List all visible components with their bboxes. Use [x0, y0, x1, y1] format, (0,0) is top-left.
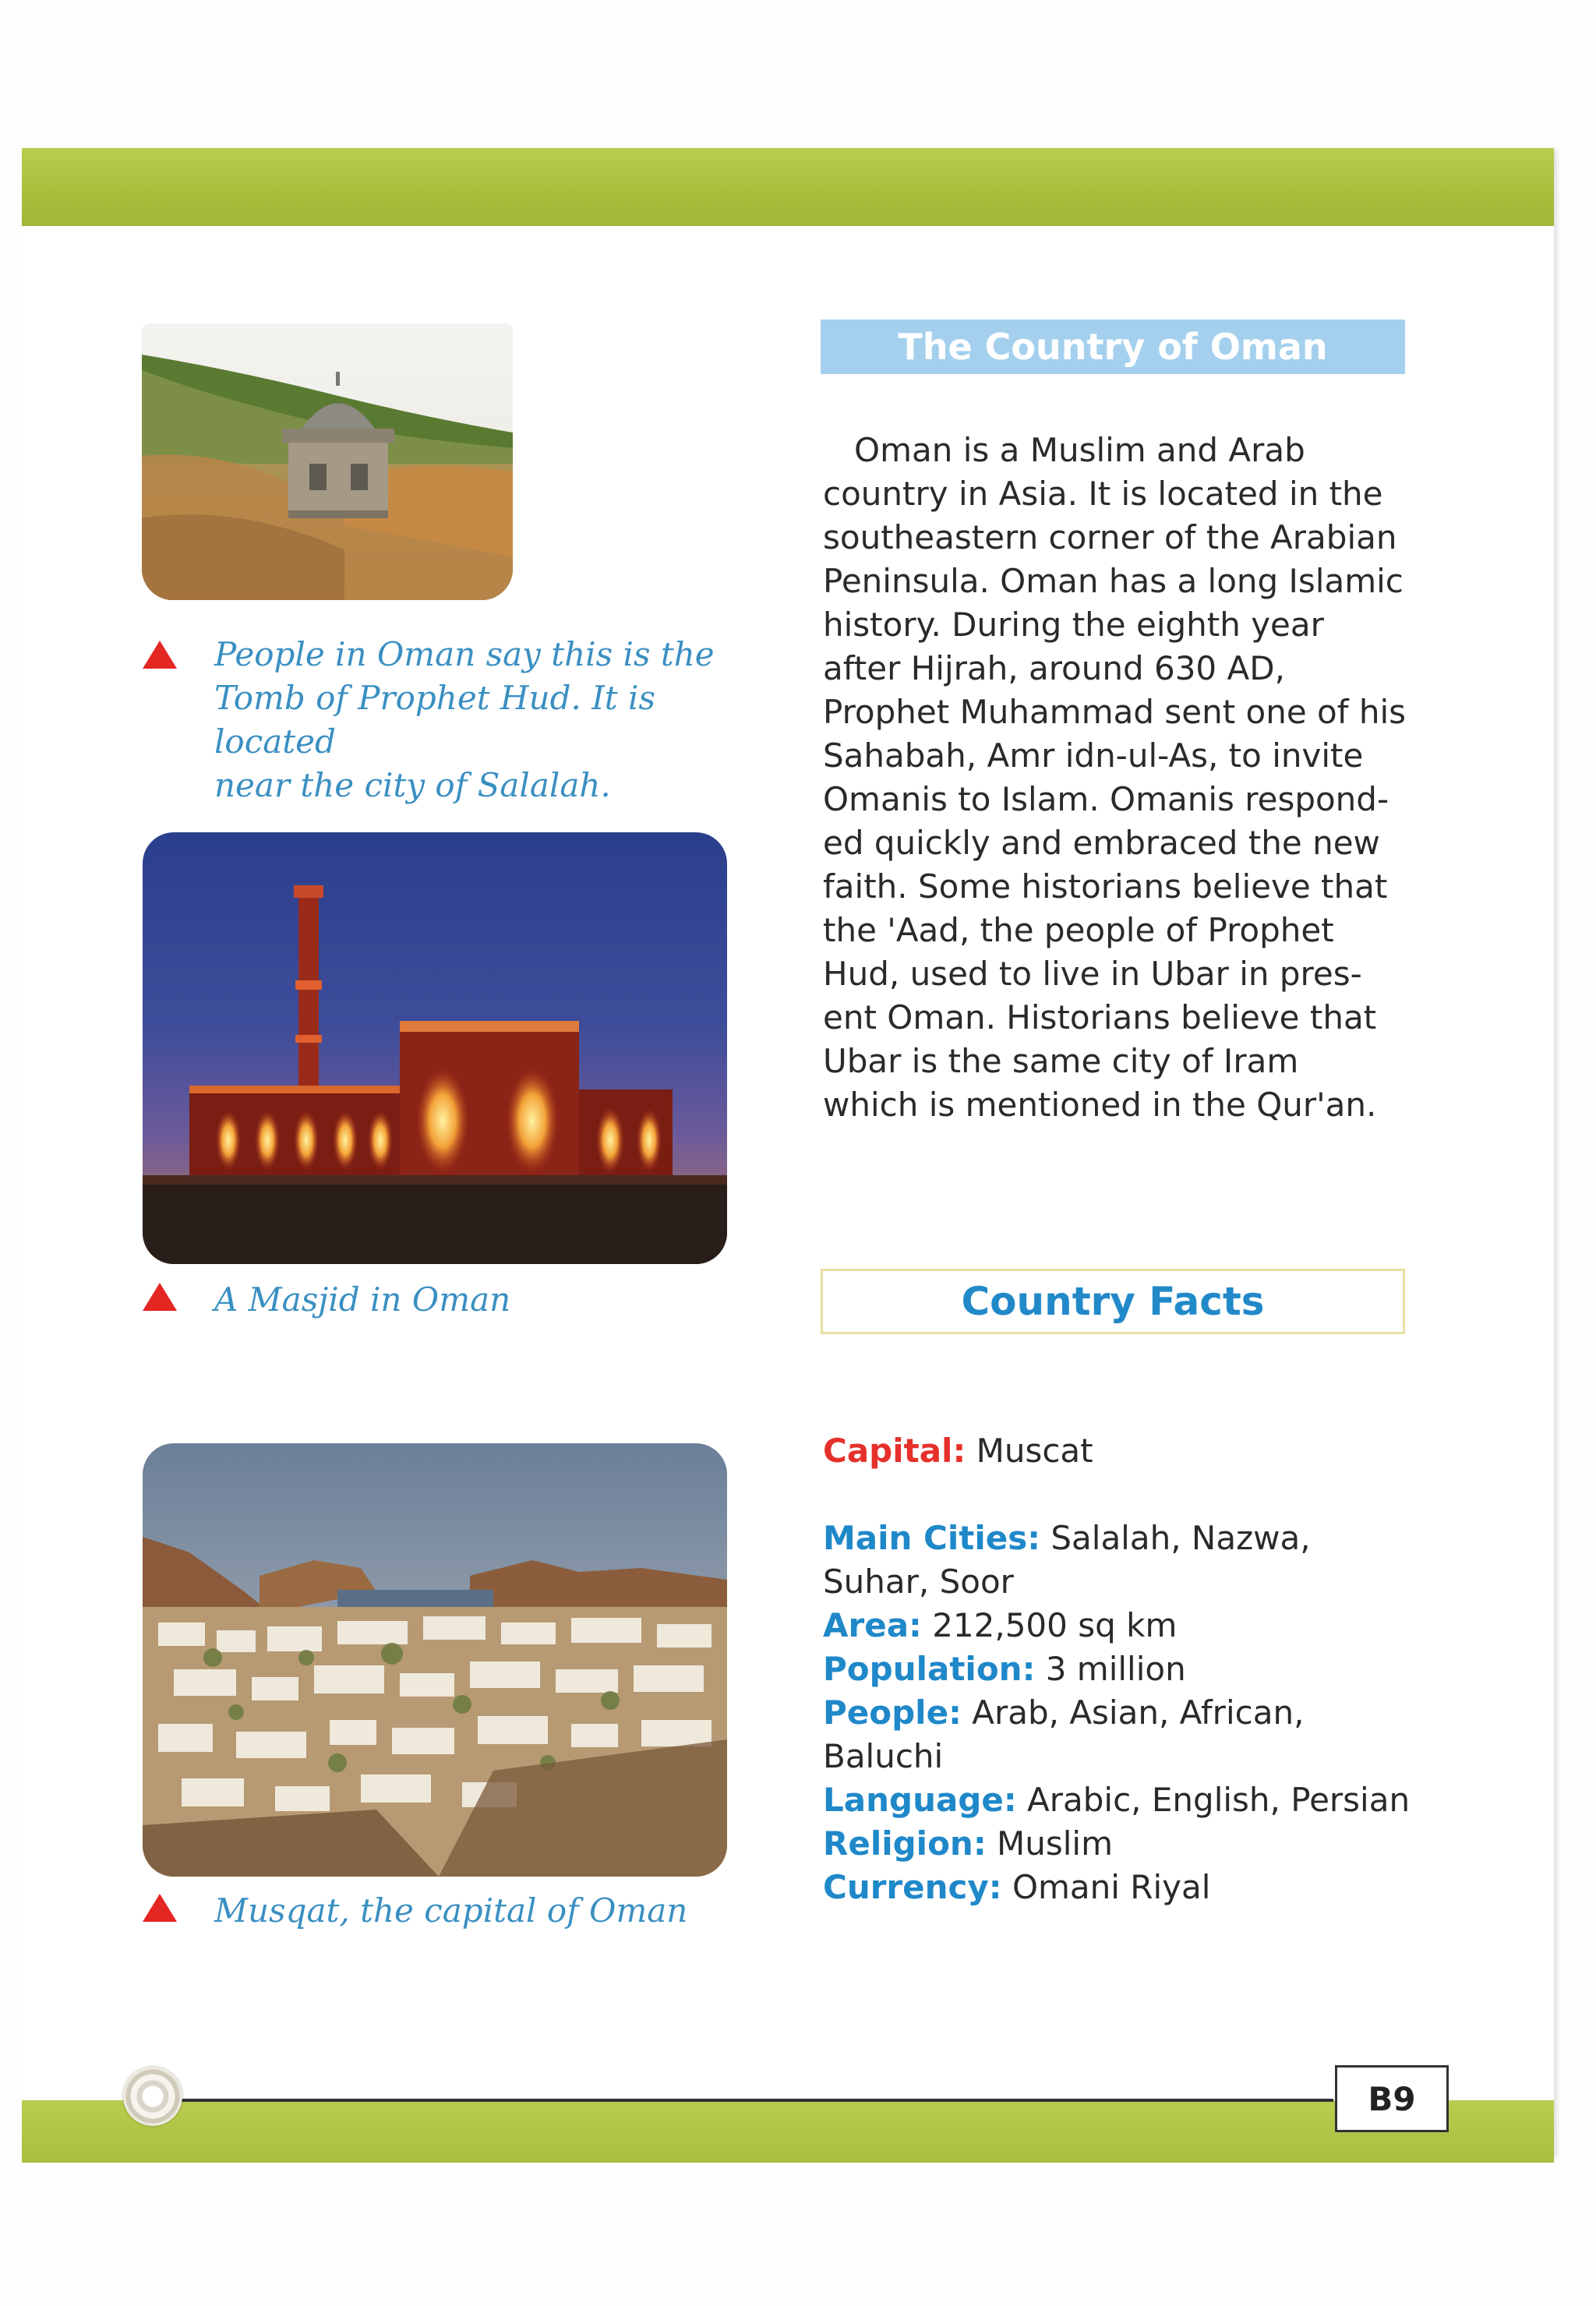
fact-label: Area:	[823, 1606, 922, 1644]
tomb-of-prophet-hud-photo	[142, 323, 513, 600]
paragraph-line: ed quickly and embraced the new	[823, 824, 1380, 862]
fact-label: Language:	[823, 1781, 1017, 1819]
fact-label: Main Cities:	[823, 1519, 1041, 1557]
paragraph-line: Ubar is the same city of Iram	[823, 1042, 1299, 1080]
paragraph-line: ent Oman. Historians believe that	[823, 998, 1377, 1036]
caption-line: People in Oman say this is the	[214, 635, 715, 673]
paragraph-line: Omanis to Islam. Omanis respond-	[823, 780, 1389, 818]
fact-value: Muscat	[966, 1432, 1093, 1470]
fact-label: People:	[823, 1693, 962, 1732]
fact-people	[823, 1691, 1415, 1778]
paragraph-line: which is mentioned in the Qur'an.	[823, 1086, 1377, 1124]
caption-triangle-icon	[143, 1283, 177, 1311]
paragraph-line: after Hijrah, around 630 AD,	[823, 649, 1285, 687]
caption-line: near the city of Salalah.	[214, 766, 611, 804]
caption-line: Tomb of Prophet Hud. It is located	[214, 679, 655, 761]
fact-capital	[823, 1429, 1415, 1473]
fact-value: Muslim	[986, 1824, 1113, 1863]
fact-value: 3 million	[1035, 1650, 1186, 1688]
caption-triangle-icon	[143, 1894, 177, 1922]
fact-population	[823, 1647, 1415, 1691]
fact-area	[823, 1604, 1415, 1647]
caption-line: Musqat, the capital of Oman	[214, 1891, 688, 1930]
compass-ornament-icon	[123, 2067, 182, 2126]
fact-main-cities	[823, 1517, 1415, 1604]
fact-value: Suhar, Soor	[823, 1563, 1014, 1601]
fact-value: Baluchi	[823, 1737, 944, 1775]
paragraph-line: country in Asia. It is located in the	[823, 475, 1383, 513]
fact-religion	[823, 1822, 1415, 1866]
paragraph-line: faith. Some historians believe that	[823, 867, 1388, 906]
paragraph-line: the 'Aad, the people of Prophet	[823, 911, 1334, 949]
paragraph-line: Oman is a Muslim and Arab	[823, 431, 1305, 469]
fact-value: 212,500 sq km	[921, 1606, 1178, 1644]
page-number: B9	[1335, 2065, 1449, 2132]
fact-currency	[823, 1866, 1415, 1909]
fact-value: Arab, Asian, African,	[961, 1693, 1305, 1732]
fact-label: Currency:	[823, 1868, 1002, 1906]
masjid-in-oman-photo	[143, 832, 727, 1264]
fact-value: Arabic, English, Persian	[1016, 1781, 1411, 1819]
tomb-photo-caption	[214, 633, 744, 807]
caption-line: A Masjid in Oman	[214, 1280, 511, 1319]
caption-triangle-icon	[143, 641, 177, 669]
oman-description-paragraph	[823, 429, 1415, 1127]
fact-value: Omani Riyal	[1001, 1868, 1211, 1906]
muscat-photo-caption	[214, 1889, 744, 1933]
fact-label: Population:	[823, 1650, 1036, 1688]
paragraph-line: southeastern corner of the Arabian	[823, 518, 1397, 556]
paragraph-line: Prophet Muhammad sent one of his	[823, 693, 1407, 731]
fact-language	[823, 1778, 1415, 1822]
footer-rule	[153, 2099, 1333, 2102]
country-facts-title: Country Facts	[821, 1269, 1405, 1334]
fact-label: Capital:	[823, 1432, 966, 1470]
bottom-green-band	[22, 2100, 1554, 2163]
muscat-capital-photo	[143, 1443, 727, 1877]
paragraph-line: history. During the eighth year	[823, 606, 1324, 644]
top-green-band	[22, 148, 1554, 226]
masjid-photo-caption	[214, 1278, 744, 1322]
fact-value: Salalah, Nazwa,	[1040, 1519, 1311, 1557]
fact-label: Religion:	[823, 1824, 987, 1863]
paragraph-line: Sahabah, Amr idn-ul-As, to invite	[823, 736, 1364, 775]
paragraph-line: Peninsula. Oman has a long Islamic	[823, 562, 1404, 600]
section-title: The Country of Oman	[821, 320, 1405, 374]
paragraph-line: Hud, used to live in Ubar in pres-	[823, 955, 1362, 993]
